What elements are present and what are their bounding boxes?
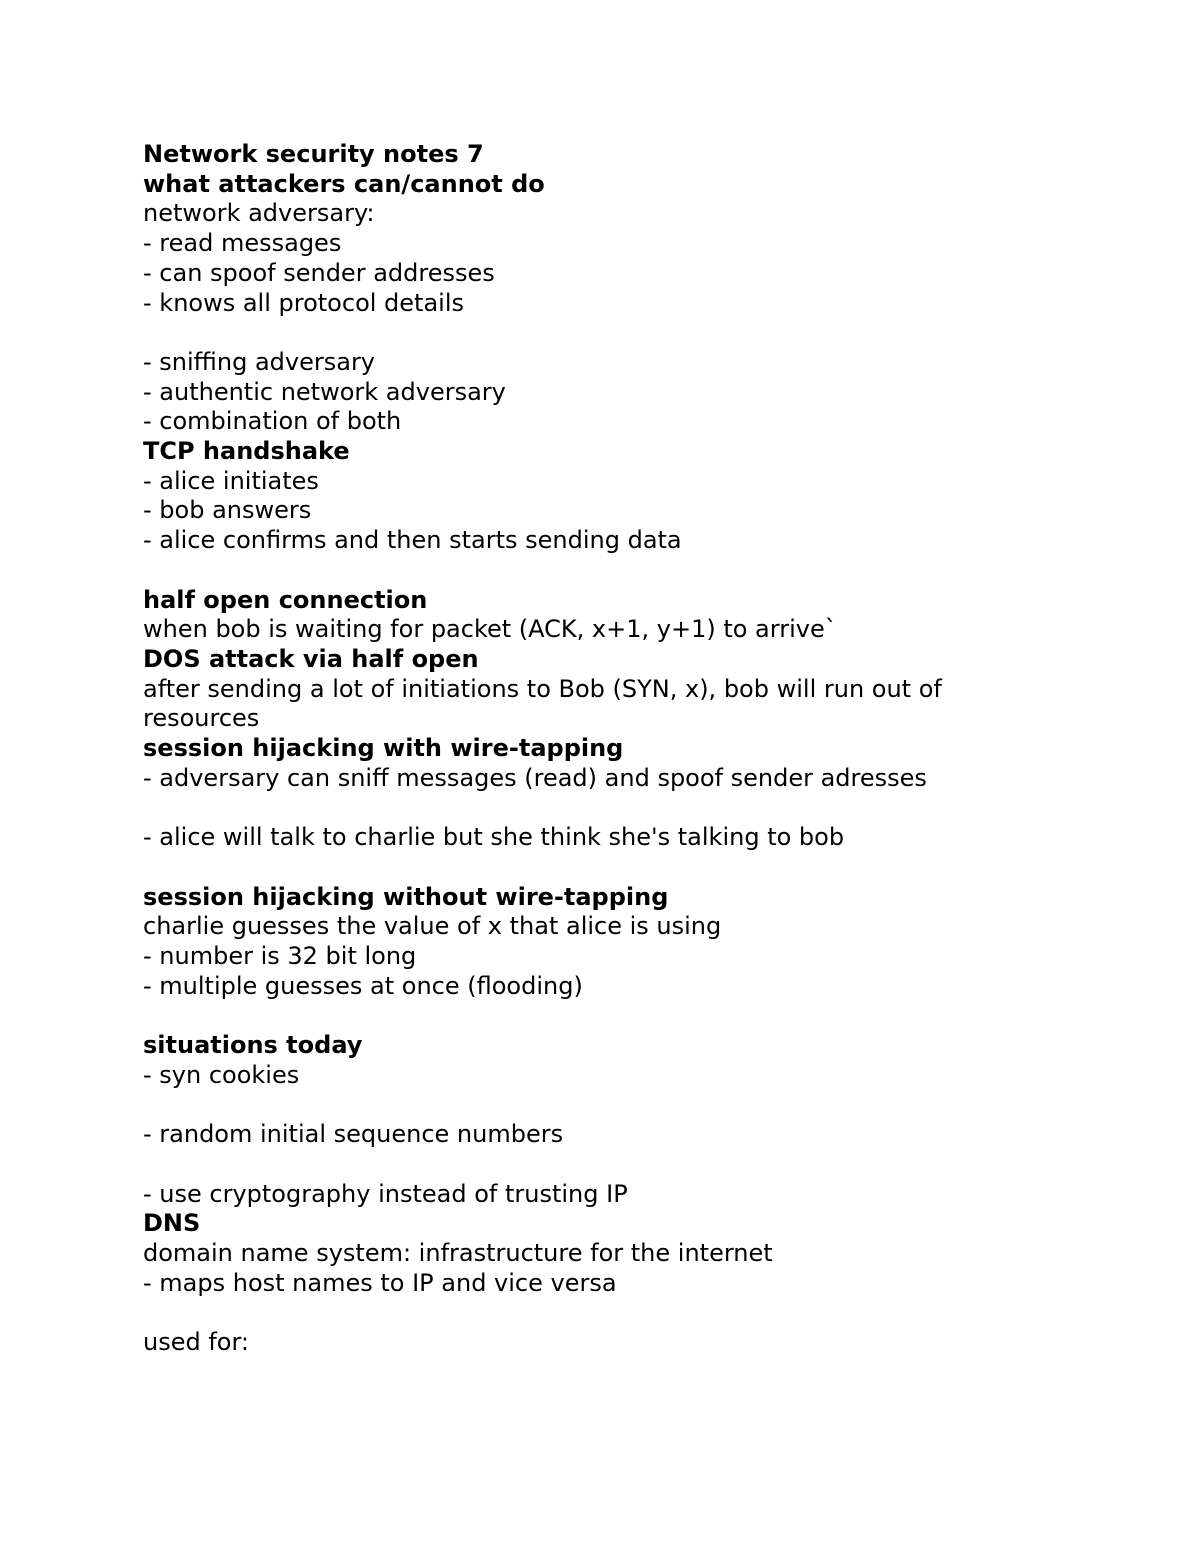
list-item: - syn cookies [143,1060,300,1089]
blank-line [143,1090,1043,1120]
paragraph: network adversary: [143,199,375,228]
blank-line [143,853,1043,883]
list-item: - alice initiates [143,466,319,495]
list-item: - number is 32 bit long [143,941,417,970]
blank-line [143,1001,1043,1031]
list-item: - sniffing adversary [143,347,376,376]
document-page [143,140,1043,1358]
list-item: - use cryptography instead of trusting IP [143,1179,628,1208]
paragraph: charlie guesses the value of x that alice is using [143,912,722,941]
list-item: - authentic network adversary [143,377,506,406]
paragraph: used for: [143,1328,250,1356]
list-item: - alice confirms and then starts sending data [143,526,682,555]
blank-line [143,318,1043,348]
list-item: - read messages [143,229,342,258]
blank-line [143,556,1043,586]
list-item: - can spoof sender addresses [143,258,495,287]
list-item: - adversary can sniff messages (read) and spoof sender adresses [143,763,927,792]
list-item: - knows all protocol details [143,288,464,317]
blank-line [143,793,1043,823]
section-heading-tcp: TCP handshake [143,437,350,466]
section-heading-dos: DOS attack via half open [143,644,479,673]
section-heading-dns: DNS [143,1209,201,1238]
section-heading-half-open: half open connection [143,585,428,614]
paragraph: after sending a lot of initiations to Bob (SYN, x), bob will run out of [143,674,942,703]
blank-line [143,1150,1043,1180]
list-item: - combination of both [143,407,402,436]
section-heading-hijack-without: session hijacking without wire-tapping [143,882,669,911]
section-heading-today: situations today [143,1031,363,1060]
paragraph: resources [143,704,260,733]
paragraph: domain name system: infrastructure for the internet [143,1238,773,1267]
list-item: - alice will talk to charlie but she think she's talking to bob [143,823,845,852]
section-heading-attackers: what attackers can/cannot do [143,169,545,198]
list-item: - bob answers [143,496,312,525]
list-item: - random initial sequence numbers [143,1120,564,1149]
document-title: Network security notes 7 [143,140,484,168]
section-heading-hijack-with: session hijacking with wire-tapping [143,734,624,763]
list-item: - multiple guesses at once (flooding) [143,971,583,1000]
paragraph: when bob is waiting for packet (ACK, x+1, y+1) to arrive` [143,615,837,644]
blank-line [143,1298,1043,1328]
list-item: - maps host names to IP and vice versa [143,1268,617,1297]
